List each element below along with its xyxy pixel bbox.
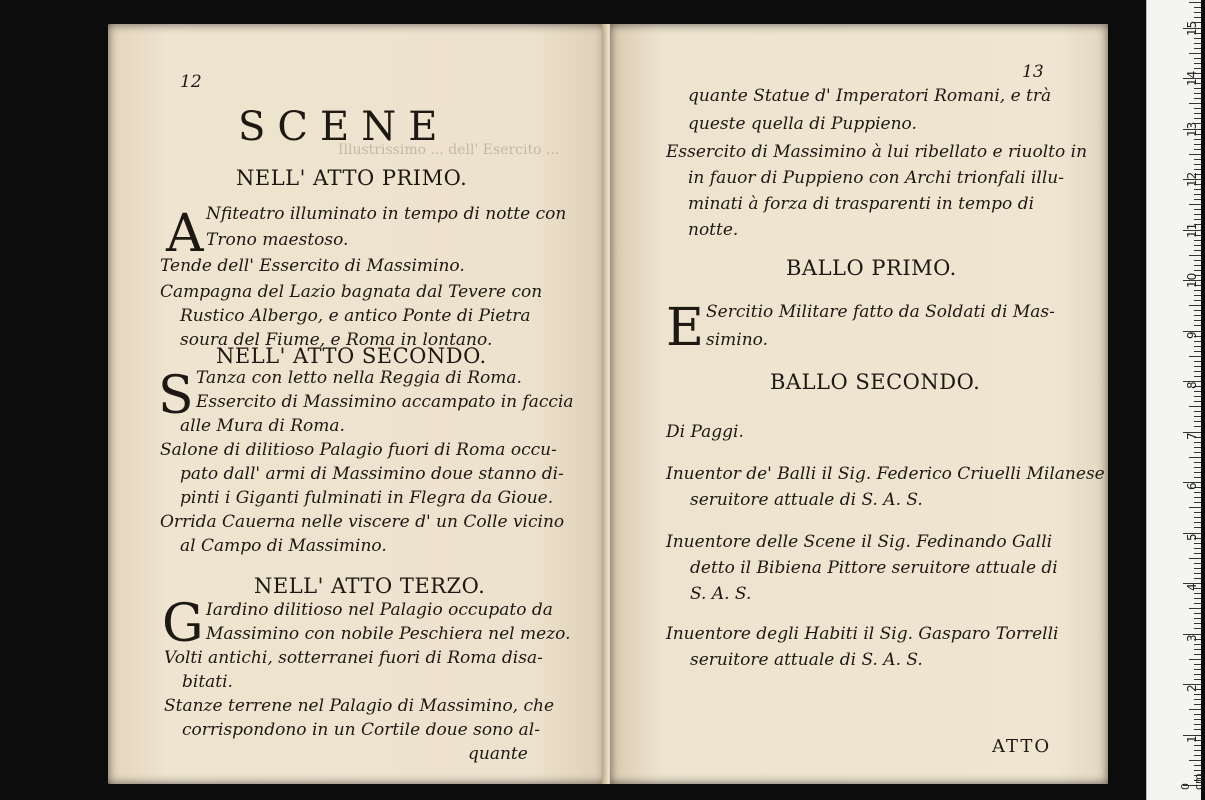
- page-number-left: 12: [180, 72, 202, 92]
- ruler-tick: [1194, 679, 1201, 680]
- ruler-tick: [1194, 729, 1201, 730]
- ruler-tick: [1194, 669, 1201, 670]
- ruler-number: 9: [1185, 330, 1199, 339]
- ruler-tick: [1194, 613, 1201, 614]
- ruler-tick: [1194, 416, 1201, 417]
- ballo1-drop-cap: E: [666, 298, 704, 358]
- ruler-tick: [1194, 58, 1201, 59]
- ruler-tick: [1194, 320, 1201, 321]
- ruler-tick: [1194, 462, 1201, 463]
- scene-title: SCENE: [238, 104, 450, 150]
- act1-line: Tende dell' Essercito di Massimino.: [160, 256, 465, 276]
- ruler-tick: [1189, 760, 1201, 761]
- ruler-tick: [1194, 108, 1201, 109]
- ruler-tick: [1194, 366, 1201, 367]
- act3-line: Stanze terrene nel Palagio di Massimino, che: [164, 696, 555, 716]
- ruler-tick: [1194, 118, 1201, 119]
- ruler-tick: [1194, 325, 1201, 326]
- ruler-number: 13: [1185, 121, 1199, 137]
- ruler-number: 7: [1185, 431, 1199, 440]
- act2-line: Orrida Cauerna nelle viscere d' un Colle vicino: [160, 512, 565, 532]
- ruler-tick: [1189, 2, 1201, 3]
- ruler-tick: [1194, 98, 1201, 99]
- ruler-tick: [1194, 664, 1201, 665]
- ruler-tick: [1194, 527, 1201, 528]
- ruler-tick: [1194, 578, 1201, 579]
- ballo2-line: Inuentor de' Balli il Sig. Federico Criuelli Milanese: [666, 464, 1105, 484]
- ruler-tick: [1194, 593, 1201, 594]
- ruler-tick: [1194, 401, 1201, 402]
- ruler-tick: [1189, 608, 1201, 609]
- ruler-number: 11: [1185, 222, 1199, 238]
- open-book: [108, 24, 1108, 784]
- ruler-tick: [1194, 295, 1201, 296]
- measuring-ruler: [1146, 0, 1205, 800]
- ruler-tick: [1194, 361, 1201, 362]
- ruler-tick: [1194, 568, 1201, 569]
- act3-line: Iardino dilitioso nel Palagio occupato da: [206, 600, 553, 620]
- ruler-tick: [1189, 406, 1201, 407]
- ruler-tick: [1194, 260, 1201, 261]
- ruler-number: 8: [1185, 381, 1199, 389]
- act2-line: al Campo di Massimino.: [180, 536, 387, 556]
- ruler-tick: [1194, 341, 1201, 342]
- ruler-tick: [1194, 714, 1201, 715]
- bleed-through-text: Illustrissimo ... dell' Esercito ...: [338, 142, 560, 158]
- ruler-tick: [1194, 17, 1201, 18]
- ruler-tick: [1194, 214, 1201, 215]
- act3-drop-cap: G: [162, 594, 204, 654]
- ruler-tick: [1194, 674, 1201, 675]
- ruler-tick: [1194, 755, 1201, 756]
- ruler-tick: [1194, 548, 1201, 549]
- ruler-tick: [1194, 159, 1201, 160]
- ruler-tick: [1194, 169, 1201, 170]
- act1-line: Campagna del Lazio bagnata dal Tevere con: [160, 282, 543, 302]
- ruler-tick: [1194, 346, 1201, 347]
- ruler-tick: [1194, 245, 1201, 246]
- ruler-tick: [1194, 396, 1201, 397]
- ruler-tick: [1194, 603, 1201, 604]
- right-line: quante Statue d' Imperatori Romani, e trà: [688, 86, 1052, 106]
- ruler-number: 3: [1185, 633, 1199, 642]
- ruler-tick: [1194, 12, 1201, 13]
- ruler-tick: [1194, 164, 1201, 165]
- ruler-tick: [1194, 310, 1201, 311]
- ruler-tick: [1194, 724, 1201, 725]
- ruler-tick: [1194, 447, 1201, 448]
- ruler-tick: [1194, 48, 1201, 49]
- ruler-tick: [1194, 43, 1201, 44]
- ruler-tick: [1194, 68, 1201, 69]
- act1-line: Trono maestoso.: [206, 230, 349, 250]
- ruler-tick: [1194, 517, 1201, 518]
- ruler-tick: [1189, 356, 1201, 357]
- ballo2-line: seruitore attuale di S. A. S.: [690, 490, 923, 510]
- ruler-number: 4: [1185, 583, 1199, 591]
- ballo1-heading: BALLO PRIMO.: [786, 256, 957, 280]
- ruler-tick: [1194, 654, 1201, 655]
- ruler-number: 14: [1185, 70, 1199, 86]
- ballo2-line: Inuentore delle Scene il Sig. Fedinando Galli: [666, 532, 1053, 552]
- ballo1-line: Sercitio Militare fatto da Soldati di Mas-: [706, 302, 1055, 322]
- ruler-tick: [1189, 103, 1201, 104]
- ruler-tick: [1194, 467, 1201, 468]
- ballo2-line: Inuentore degli Habiti il Sig. Gasparo Torrelli: [666, 624, 1059, 644]
- act2-line: Tanza con letto nella Reggia di Roma.: [196, 368, 522, 388]
- ruler-tick: [1194, 573, 1201, 574]
- act2-line: alle Mura di Roma.: [180, 416, 345, 436]
- ruler-tick: [1194, 290, 1201, 291]
- act3-heading: NELL' ATTO TERZO.: [254, 574, 486, 598]
- act3-line: corrispondono in un Cortile doue sono al-: [182, 720, 540, 740]
- ruler-tick: [1194, 618, 1201, 619]
- ruler-tick: [1189, 709, 1201, 710]
- ruler-tick: [1194, 194, 1201, 195]
- ruler-tick: [1189, 558, 1201, 559]
- ruler-unit-label: 0 cm: [1179, 773, 1205, 790]
- ballo1-line: simino.: [706, 330, 769, 350]
- ruler-tick: [1189, 53, 1201, 54]
- ruler-tick: [1194, 189, 1201, 190]
- act2-line: Salone di dilitioso Palagio fuori di Roma occu-: [160, 440, 557, 460]
- act2-line: Essercito di Massimino accampato in faccia: [196, 392, 574, 412]
- ruler-tick: [1194, 745, 1201, 746]
- act2-line: pinti i Giganti fulminati in Flegra da Gioue.: [180, 488, 554, 508]
- ballo2-heading: BALLO SECONDO.: [770, 370, 981, 394]
- ruler-tick: [1194, 452, 1201, 453]
- ruler-tick: [1194, 411, 1201, 412]
- catchword-right: ATTO: [992, 736, 1052, 757]
- act1-drop-cap: A: [166, 204, 204, 264]
- act1-line: Nfiteatro illuminato in tempo di notte con: [206, 204, 567, 224]
- ruler-tick: [1194, 426, 1201, 427]
- ruler-number: 2: [1185, 684, 1199, 692]
- act3-line: Massimino con nobile Peschiera nel mezo.: [206, 624, 571, 644]
- ruler-tick: [1194, 497, 1201, 498]
- ruler-tick: [1194, 442, 1201, 443]
- right-line: notte.: [688, 220, 739, 240]
- act1-heading: NELL' ATTO PRIMO.: [236, 166, 468, 190]
- ruler-tick: [1194, 93, 1201, 94]
- ruler-tick: [1194, 644, 1201, 645]
- ruler-tick: [1194, 699, 1201, 700]
- ruler-tick: [1194, 351, 1201, 352]
- ballo2-line: S. A. S.: [690, 584, 752, 604]
- ruler-tick: [1194, 502, 1201, 503]
- ruler-tick: [1194, 391, 1201, 392]
- ruler-tick: [1194, 88, 1201, 89]
- ruler-tick: [1194, 628, 1201, 629]
- ruler-tick: [1194, 265, 1201, 266]
- ruler-tick: [1194, 477, 1201, 478]
- ruler-number: 6: [1185, 482, 1199, 490]
- ruler-tick: [1194, 623, 1201, 624]
- ruler-tick: [1194, 250, 1201, 251]
- ruler-tick: [1194, 371, 1201, 372]
- ruler-tick: [1194, 553, 1201, 554]
- ruler-tick: [1194, 315, 1201, 316]
- act2-line: pato dall' armi di Massimino doue stanno di-: [180, 464, 564, 484]
- left-page: [108, 24, 606, 784]
- ruler-tick: [1194, 719, 1201, 720]
- ruler-tick: [1194, 598, 1201, 599]
- ballo2-line: Di Paggi.: [666, 422, 744, 442]
- ruler-tick: [1194, 563, 1201, 564]
- ruler-tick: [1189, 305, 1201, 306]
- ruler-tick: [1194, 219, 1201, 220]
- ruler-tick: [1194, 7, 1201, 8]
- ballo2-line: detto il Bibiena Pittore seruitore attuale di: [690, 558, 1058, 578]
- ruler-tick: [1189, 659, 1201, 660]
- ruler-number: 5: [1185, 532, 1199, 541]
- ruler-tick: [1194, 512, 1201, 513]
- ruler-number: 15: [1185, 20, 1199, 36]
- ruler-tick: [1194, 649, 1201, 650]
- right-line: Essercito di Massimino à lui ribellato e riuolto in: [666, 142, 1088, 162]
- ruler-tick: [1194, 376, 1201, 377]
- ruler-tick: [1194, 139, 1201, 140]
- ruler-tick: [1194, 750, 1201, 751]
- ruler-tick: [1194, 300, 1201, 301]
- act2-heading: NELL' ATTO SECONDO.: [216, 344, 487, 368]
- ruler-tick: [1189, 255, 1201, 256]
- act1-line: Rustico Albergo, e antico Ponte di Pietra: [180, 306, 531, 326]
- ruler-tick: [1194, 421, 1201, 422]
- ruler-tick: [1189, 154, 1201, 155]
- ruler-tick: [1194, 765, 1201, 766]
- ruler-tick: [1194, 63, 1201, 64]
- page-number-right: 13: [1022, 62, 1044, 82]
- ruler-tick: [1194, 209, 1201, 210]
- ruler-number: 12: [1185, 171, 1199, 187]
- ruler-tick: [1194, 492, 1201, 493]
- ruler-tick: [1194, 543, 1201, 544]
- catchword-left: quante: [468, 744, 528, 764]
- ruler-tick: [1194, 113, 1201, 114]
- right-line: minati à forza di trasparenti in tempo di: [688, 194, 1035, 214]
- ruler-tick: [1194, 522, 1201, 523]
- act3-line: Volti antichi, sotterranei fuori di Roma disa-: [164, 648, 543, 668]
- ballo2-line: seruitore attuale di S. A. S.: [690, 650, 923, 670]
- ruler-tick: [1194, 38, 1201, 39]
- ruler-tick: [1189, 204, 1201, 205]
- ruler-tick: [1189, 507, 1201, 508]
- ruler-tick: [1194, 240, 1201, 241]
- right-line: queste quella di Puppieno.: [688, 114, 917, 134]
- ruler-tick: [1189, 457, 1201, 458]
- right-page: [610, 24, 1108, 784]
- ruler-tick: [1194, 149, 1201, 150]
- ruler-tick: [1194, 144, 1201, 145]
- ruler-tick: [1194, 472, 1201, 473]
- ruler-tick: [1194, 694, 1201, 695]
- act3-line: bitati.: [182, 672, 233, 692]
- ruler-number: 10: [1185, 272, 1199, 288]
- act2-drop-cap: S: [158, 366, 194, 426]
- ruler-tick: [1194, 270, 1201, 271]
- ruler-tick: [1194, 704, 1201, 705]
- ruler-number: 1: [1185, 734, 1199, 743]
- act1-line: soura del Fiume, e Roma in lontano.: [180, 330, 493, 350]
- right-line: in fauor di Puppieno con Archi trionfali illu-: [688, 168, 1065, 188]
- ruler-tick: [1194, 199, 1201, 200]
